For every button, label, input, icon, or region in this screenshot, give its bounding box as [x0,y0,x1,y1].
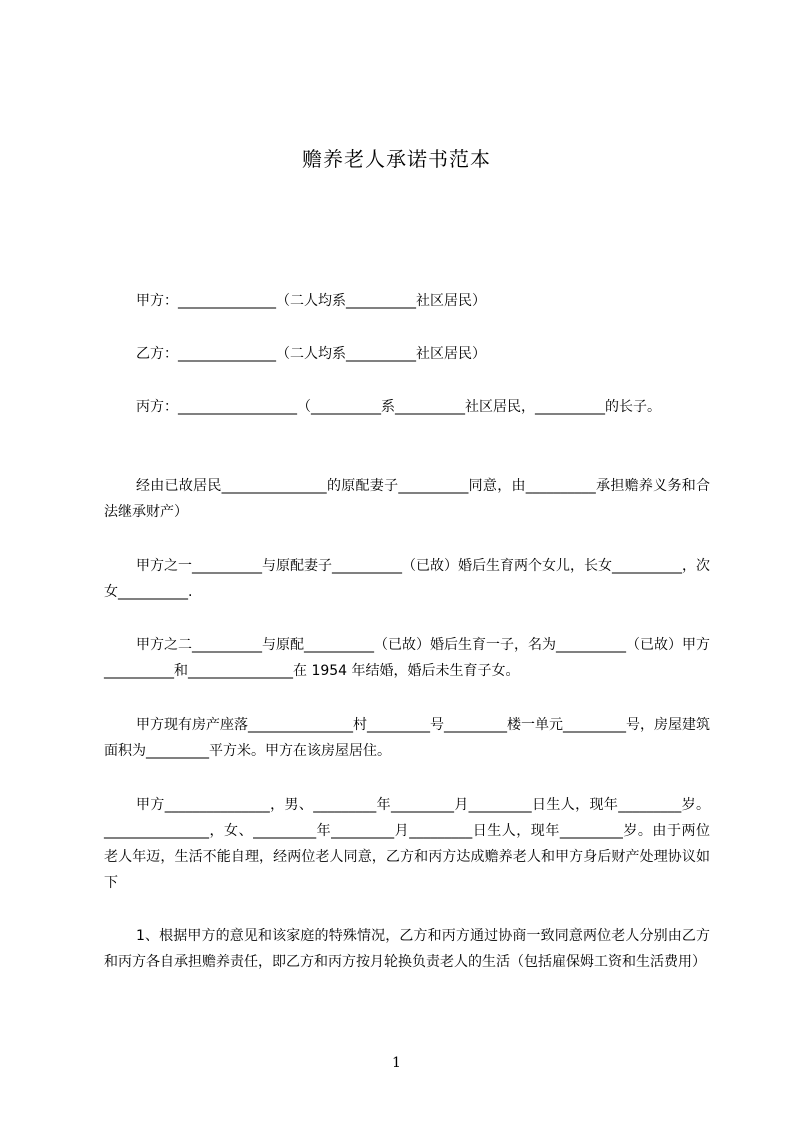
paragraph-elders-info: 甲方_______________，男、_________年_________月_________日生人，现年_________岁。_______________，女、_________年_________月_________日生人，现年_________岁。由于两位老人年迈，生活不能自理，经两位老人同意，乙方和丙方达成赡养老人和甲方身后财产处理协议如下 [104,797,710,891]
paragraph-property: 甲方现有房产座落_______________村_________号_________楼一单元_________号，房屋建筑面积为_________平方米。甲方在该房屋居住。 [104,717,710,759]
paragraph-party-b: 乙方：______________（二人均系__________社区居民） [136,346,486,362]
page-number: 1 [392,1055,401,1071]
paragraph-clause-1: 1、根据甲方的意见和该家庭的特殊情况，乙方和丙方通过协商一致同意两位老人分别由乙方和丙方各自承担赡养责任，即乙方和丙方按月轮换负责老人的生活（包括雇保姆工资和生活费用） [104,928,710,970]
paragraph-party-a-two: 甲方之二__________与原配__________（已故）婚后生育一子，名为__________（已故）甲方__________和_______________在 1954 年结婚，婚后未生育子女。 [104,637,710,679]
paragraph-party-c: 丙方：_________________（__________系__________社区居民，__________的长子。 [136,399,661,415]
document-title: 赡养老人承诺书范本 [302,147,491,171]
paragraph-party-a-one: 甲方之一__________与原配妻子__________（已故）婚后生育两个女儿，长女__________，次女__________. [104,558,710,600]
paragraph-consent: 经由已故居民_______________的原配妻子__________同意，由__________承担赡养义务和合法继承财产） [104,478,710,520]
paragraph-party-a: 甲方：______________（二人均系__________社区居民） [136,293,486,309]
